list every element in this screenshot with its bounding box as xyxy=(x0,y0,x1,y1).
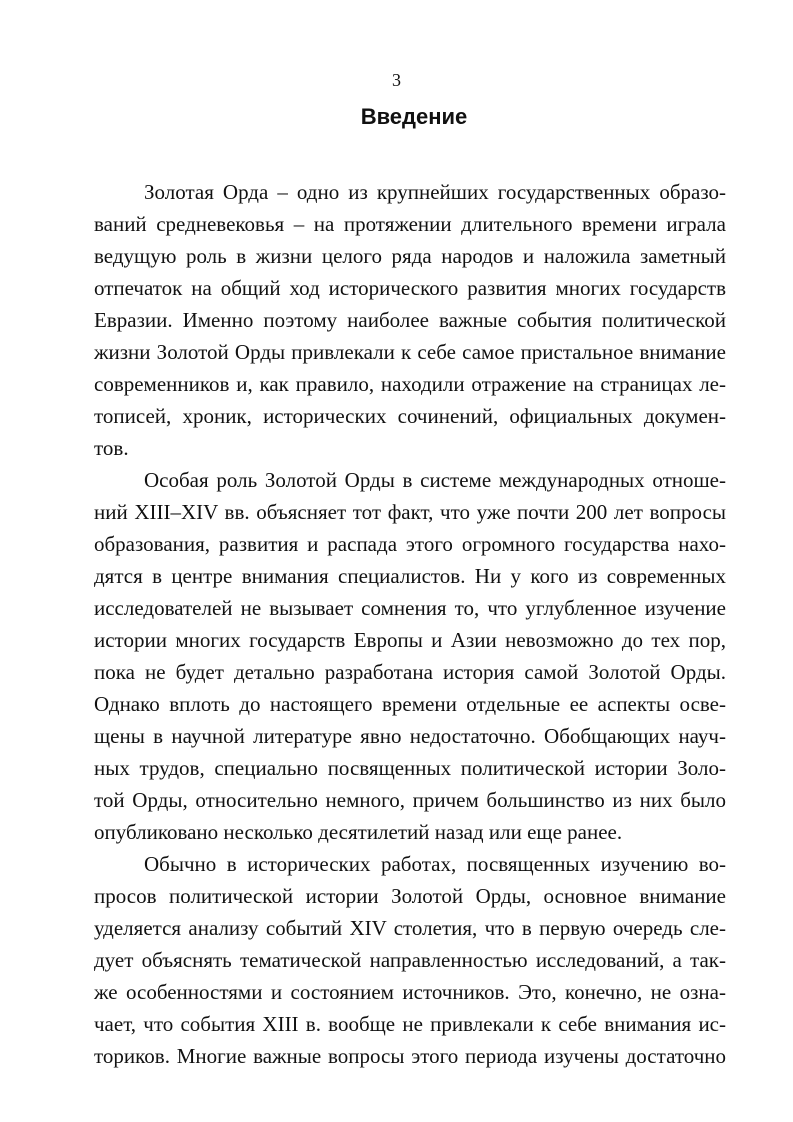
text-line: дует объяснять тематической направленностью исследований, а так- xyxy=(94,948,726,972)
text-line: дятся в центре внимания специалистов. Ни у кого из современных xyxy=(94,564,726,588)
paragraph xyxy=(94,464,726,848)
text-line: щены в научной литературе явно недостаточно. Обобщающих науч- xyxy=(94,724,726,748)
paragraph xyxy=(94,176,726,464)
text-line: ториков. Многие важные вопросы этого периода изучены достаточно xyxy=(94,1044,726,1068)
text-line: ведущую роль в жизни целого ряда народов и наложила заметный xyxy=(94,244,726,268)
text-line: отпечаток на общий ход исторического развития многих государств xyxy=(94,276,726,300)
text-line: чает, что события XIII в. вообще не привлекали к себе внимания ис- xyxy=(94,1012,726,1036)
text-line: Однако вплоть до настоящего времени отдельные ее аспекты осве- xyxy=(94,692,726,716)
text-line: истории многих государств Европы и Азии невозможно до тех пор, xyxy=(94,628,726,652)
page-number: 3 xyxy=(392,70,401,90)
body-text xyxy=(94,176,726,1072)
text-line: пока не будет детально разработана история самой Золотой Орды. xyxy=(94,660,726,684)
text-line: той Орды, относительно немного, причем большинство из них было xyxy=(94,788,726,812)
text-line: Особая роль Золотой Орды в системе международных отноше- xyxy=(144,468,726,492)
text-line: Евразии. Именно поэтому наиболее важные события политической xyxy=(94,308,726,332)
text-line: же особенностями и состоянием источников. Это, конечно, не озна- xyxy=(94,980,726,1004)
text-line: образования, развития и распада этого огромного государства нахо- xyxy=(94,532,726,556)
text-line: тописей, хроник, исторических сочинений, официальных докумен- xyxy=(94,404,726,428)
text-line: уделяется анализу событий XIV столетия, что в первую очередь сле- xyxy=(94,916,726,940)
text-line: исследователей не вызывает сомнения то, что углубленное изучение xyxy=(94,596,726,620)
text-line: опубликовано несколько десятилетий назад или еще ранее. xyxy=(94,820,623,844)
text-line: просов политической истории Золотой Орды, основное внимание xyxy=(94,884,726,908)
text-line: Золотая Орда – одно из крупнейших государственных образо- xyxy=(144,180,726,204)
text-line: ний XIII–XIV вв. объясняет тот факт, что уже почти 200 лет вопросы xyxy=(94,500,726,524)
text-line: Обычно в исторических работах, посвященных изучению во- xyxy=(144,852,726,876)
paragraph xyxy=(94,848,726,1072)
text-line: современников и, как правило, находили отражение на страницах ле- xyxy=(94,372,726,396)
text-line: ных трудов, специально посвященных политической истории Золо- xyxy=(94,756,726,780)
text-line: жизни Золотой Орды привлекали к себе самое пристальное внимание xyxy=(94,340,726,364)
text-line: тов. xyxy=(94,436,129,460)
text-line: ваний средневековья – на протяжении длительного времени играла xyxy=(94,212,726,236)
section-heading: Введение xyxy=(360,104,468,129)
